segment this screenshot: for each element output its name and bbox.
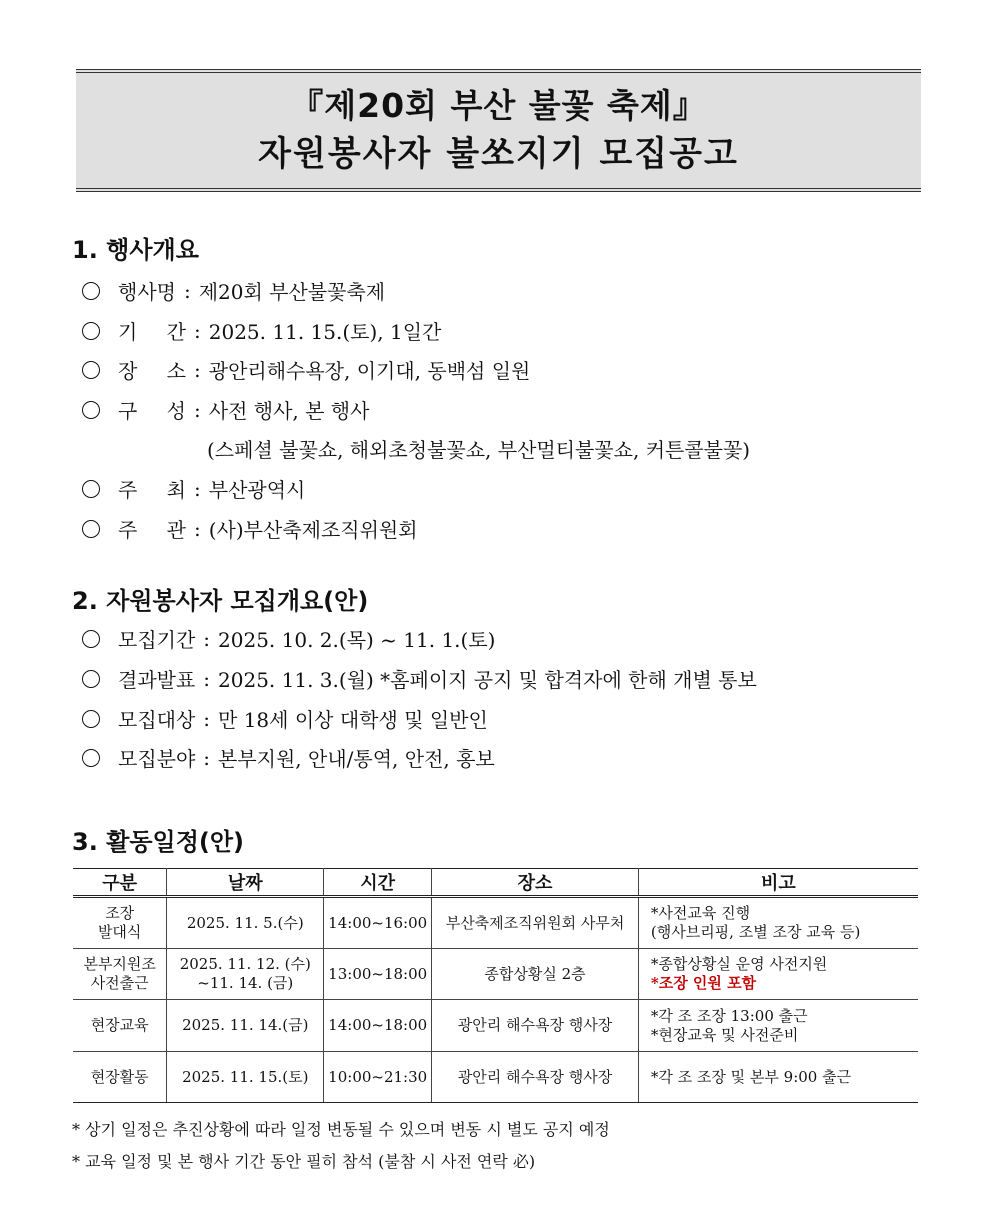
recruit-item-target: 모집대상 : 만 18세 이상 대학생 및 일반인 — [82, 704, 488, 733]
section-2-heading: 2. 자원봉사자 모집개요(안) — [72, 587, 369, 615]
item-label-char: 소 — [166, 359, 186, 383]
circle-bullet-icon — [82, 749, 100, 767]
table-row — [73, 897, 918, 949]
overview-item-composition: 구 성 : 사전 행사, 본 행사 — [82, 395, 369, 424]
section-3-heading: 3. 활동일정(안) — [72, 828, 245, 856]
place-cell: 종합상황실 2층 — [432, 949, 639, 1000]
item-value: 사전 행사, 본 행사 — [208, 399, 370, 423]
item-label-char: 최 — [166, 478, 186, 502]
circle-bullet-icon — [82, 630, 100, 648]
circle-bullet-icon — [82, 322, 100, 340]
recruit-item-period: 모집기간 : 2025. 10. 2.(목) ~ 11. 1.(토) — [82, 624, 495, 653]
type-cell: 본부지원조 사전출근 — [73, 949, 167, 1000]
column-header: 날짜 — [167, 869, 324, 897]
item-value: 2025. 11. 3.(월) *홈페이지 공지 및 합격자에 한해 개별 통보 — [218, 668, 757, 692]
item-label-char: 성 — [166, 399, 186, 423]
circle-bullet-icon — [82, 401, 100, 419]
date-cell: 2025. 11. 14.(금) — [167, 1000, 324, 1052]
title-line-1: 『제20회 부산 불꽃 축제』 — [290, 85, 707, 125]
recruit-item-result: 결과발표 : 2025. 11. 3.(월) *홈페이지 공지 및 합격자에 한해 개별 통보 — [82, 664, 757, 693]
item-value: 제20회 부산불꽃축제 — [198, 280, 386, 304]
circle-bullet-icon — [82, 670, 100, 688]
composition-detail: (스페셜 불꽃쇼, 해외초청불꽃쇼, 부산멀티불꽃쇼, 커튼콜불꽃) — [207, 438, 751, 462]
type-cell: 현장교육 — [73, 1000, 167, 1052]
overview-item-host: 주 최 : 부산광역시 — [82, 474, 305, 503]
item-label: 모집대상 — [118, 708, 196, 732]
table-row — [73, 949, 918, 1000]
item-value: 2025. 11. 15.(토), 1일간 — [208, 320, 442, 344]
schedule-table — [73, 868, 918, 1103]
place-cell: 부산축제조직위원회 사무처 — [432, 897, 639, 949]
place-cell: 광안리 해수욕장 행사장 — [432, 1000, 639, 1052]
item-label-char: 주 — [118, 478, 138, 502]
item-label-char: 구 — [118, 399, 138, 423]
table-row — [73, 1000, 918, 1052]
item-label-char: 장 — [118, 359, 138, 383]
footnote-attendance: * 교육 일정 및 본 행사 기간 동안 필히 참석 (불참 시 사전 연락 必) — [72, 1152, 536, 1171]
item-label: 모집분야 — [118, 747, 196, 771]
overview-item-organizer: 주 관 : (사)부산축제조직위원회 — [82, 514, 418, 543]
item-value: 광안리해수욕장, 이기대, 동백섬 일원 — [208, 359, 531, 383]
date-cell: 2025. 11. 12. (수) ~11. 14. (금) — [167, 949, 324, 1000]
column-header: 구분 — [73, 869, 167, 897]
overview-item-period: 기 간 : 2025. 11. 15.(토), 1일간 — [82, 316, 441, 345]
type-cell: 현장활동 — [73, 1052, 167, 1103]
place-cell: 광안리 해수욕장 행사장 — [432, 1052, 639, 1103]
item-value: 부산광역시 — [208, 478, 306, 502]
circle-bullet-icon — [82, 520, 100, 538]
column-header: 장소 — [432, 869, 639, 897]
item-value: 2025. 10. 2.(목) ~ 11. 1.(토) — [218, 628, 496, 652]
item-value: 본부지원, 안내/통역, 안전, 홍보 — [218, 747, 495, 771]
time-cell: 10:00~21:30 — [324, 1052, 432, 1103]
item-value: (사)부산축제조직위원회 — [208, 518, 418, 542]
circle-bullet-icon — [82, 282, 100, 300]
time-cell: 13:00~18:00 — [324, 949, 432, 1000]
table-row — [73, 1052, 918, 1103]
title-box — [76, 69, 921, 192]
date-cell: 2025. 11. 15.(토) — [167, 1052, 324, 1103]
overview-item-name: 행사명 : 제20회 부산불꽃축제 — [82, 276, 385, 305]
time-cell: 14:00~18:00 — [324, 1000, 432, 1052]
item-label-char: 주 — [118, 518, 138, 542]
note-cell: *각 조 조장 및 본부 9:00 출근 — [638, 1052, 918, 1103]
item-label: 모집기간 — [118, 628, 196, 652]
column-header: 시간 — [324, 869, 432, 897]
title-line-2: 자원봉사자 불쏘지기 모집공고 — [258, 133, 739, 174]
item-label-char: 간 — [166, 320, 186, 344]
item-value: 만 18세 이상 대학생 및 일반인 — [218, 708, 488, 732]
table-header-row — [73, 869, 918, 897]
note-cell: *각 조 조장 13:00 출근 *현장교육 및 사전준비 — [638, 1000, 918, 1052]
type-cell: 조장 발대식 — [73, 897, 167, 949]
footnote-schedule-change: * 상기 일정은 추진상황에 따라 일정 변동될 수 있으며 변동 시 별도 공지 예정 — [72, 1120, 610, 1139]
note-cell: *종합상황실 운영 사전지원 *조장 인원 포함 — [638, 949, 918, 1000]
circle-bullet-icon — [82, 710, 100, 728]
item-label-char: 관 — [166, 518, 186, 542]
item-label: 행사명 — [118, 280, 176, 304]
circle-bullet-icon — [82, 361, 100, 379]
time-cell: 14:00~16:00 — [324, 897, 432, 949]
date-cell: 2025. 11. 5.(수) — [167, 897, 324, 949]
circle-bullet-icon — [82, 480, 100, 498]
recruit-item-field: 모집분야 : 본부지원, 안내/통역, 안전, 홍보 — [82, 743, 495, 772]
column-header: 비고 — [638, 869, 918, 897]
item-label-char: 기 — [118, 320, 138, 344]
overview-item-venue: 장 소 : 광안리해수욕장, 이기대, 동백섬 일원 — [82, 355, 530, 384]
highlight-note: *조장 인원 포함 — [650, 974, 757, 992]
section-1-heading: 1. 행사개요 — [72, 236, 199, 264]
item-label: 결과발표 — [118, 668, 196, 692]
note-cell: *사전교육 진행 (행사브리핑, 조별 조장 교육 등) — [638, 897, 918, 949]
